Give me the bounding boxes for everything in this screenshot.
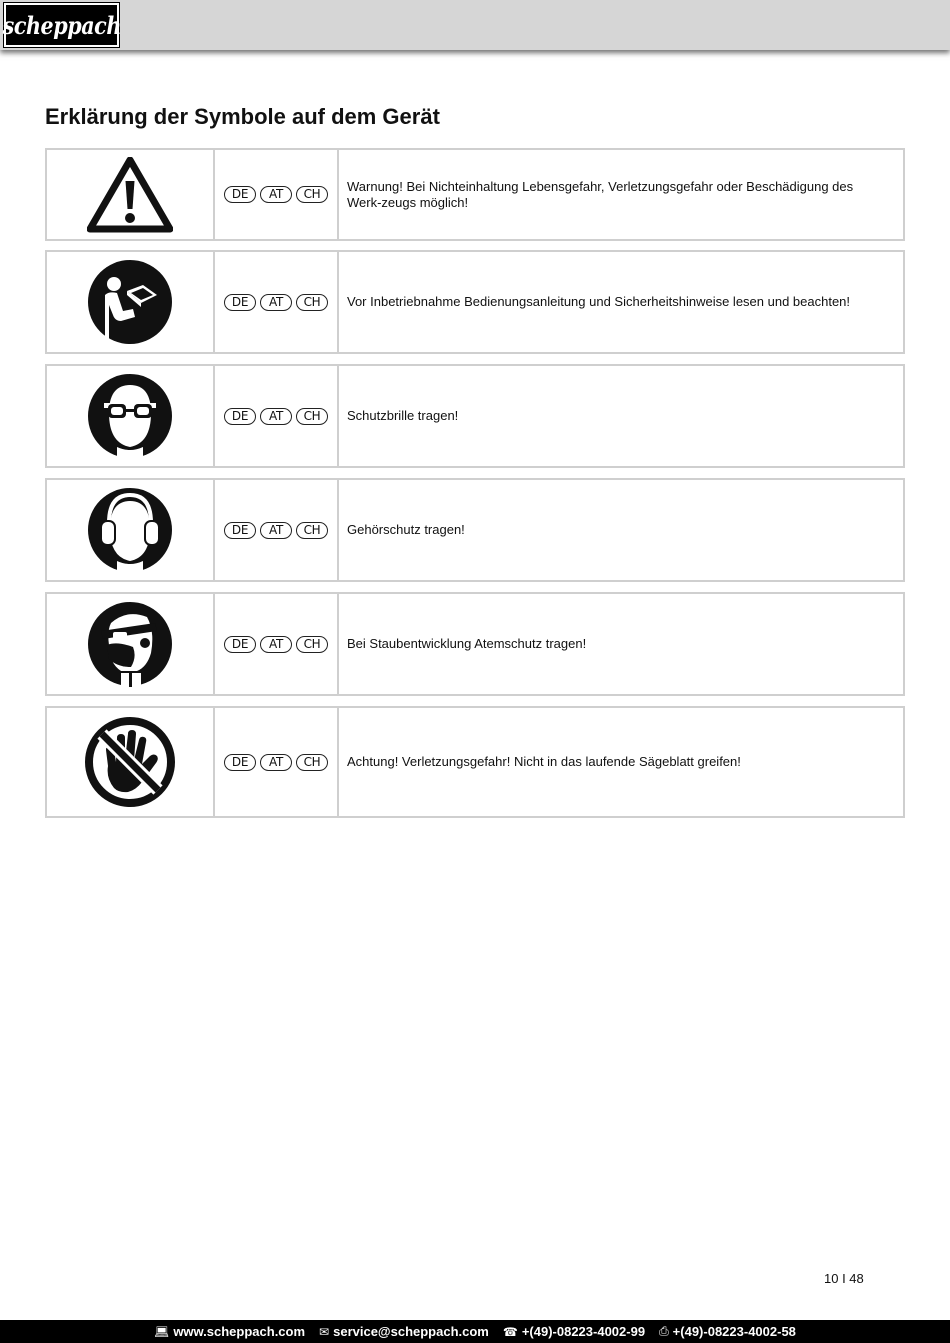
table-row [45,148,905,241]
symbol-description-text: Bei Staubentwicklung Atemschutz tragen! [347,636,587,651]
country-badge-ch: CH [296,186,328,203]
footer-website[interactable] [154,1324,305,1339]
country-cell [215,366,339,466]
country-badge-at: AT [260,408,292,425]
safety-goggles-icon [87,373,173,459]
symbol-description [339,366,903,466]
country-badge-ch: CH [296,522,328,539]
footer-email-text: service@scheppach.com [333,1324,489,1339]
logo-text: scheppach [2,10,121,40]
country-cell [215,150,339,239]
country-badge-de: DE [224,636,256,653]
footer-phone-text: +(49)-08223-4002-99 [521,1324,646,1339]
footer-fax-text: +(49)-08223-4002-58 [672,1324,796,1339]
warning-triangle-icon [87,157,173,233]
country-badge-ch: CH [296,408,328,425]
fax-icon: ⎙ [659,1324,669,1338]
table-row [45,364,905,468]
country-badge-at: AT [260,294,292,311]
page-number: 10 I 48 [824,1271,864,1286]
respirator-icon [87,601,173,687]
country-badge-ch: CH [296,294,328,311]
table-row [45,478,905,582]
read-manual-icon [87,259,173,345]
symbol-description [339,480,903,580]
table-row [45,250,905,354]
country-cell [215,708,339,816]
symbol-cell [47,366,215,466]
symbol-description [339,708,903,816]
symbol-description [339,252,903,352]
country-cell [215,252,339,352]
symbol-description-text: Warnung! Bei Nichteinhaltung Lebensgefahr, Verletzungsgefahr oder Beschädigung des Werk-zeugs möglich! [347,178,854,210]
symbol-description [339,150,903,239]
country-cell [215,594,339,694]
footer-website-text: www.scheppach.com [173,1324,306,1339]
symbol-cell [47,708,215,816]
symbol-cell [47,150,215,239]
country-badge-ch: CH [296,754,328,771]
country-badge-at: AT [260,522,292,539]
symbol-description-text: Vor Inbetriebnahme Bedienungsanleitung und Sicherheitshinweise lesen und beachten! [347,294,851,309]
country-badge-ch: CH [296,636,328,653]
no-hand-icon [84,716,176,808]
scheppach-logo [4,3,119,47]
telephone-icon: ☎ [502,1324,518,1339]
computer-icon: 💻︎ [154,1324,170,1339]
symbol-description-text: Schutzbrille tragen! [347,408,459,423]
footer-bar [0,1320,950,1343]
country-badge-at: AT [260,636,292,653]
footer-email[interactable] [319,1324,489,1339]
table-row [45,592,905,696]
country-cell [215,480,339,580]
country-badge-de: DE [224,186,256,203]
symbol-cell [47,480,215,580]
country-badge-at: AT [260,186,292,203]
table-row [45,706,905,818]
footer-fax [659,1324,796,1339]
country-badge-de: DE [224,294,256,311]
footer-phone[interactable] [503,1324,645,1339]
symbol-cell [47,594,215,694]
page-title: Erklärung der Symbole auf dem Gerät [45,104,440,129]
country-badge-de: DE [224,754,256,771]
symbol-description-text: Gehörschutz tragen! [347,522,465,537]
ear-protection-icon [87,487,173,573]
symbol-description-text: Achtung! Verletzungsgefahr! Nicht in das laufende Sägeblatt greifen! [347,754,741,769]
envelope-icon: ✉ [319,1324,330,1339]
country-badge-at: AT [260,754,292,771]
header-bar [0,0,950,50]
country-badge-de: DE [224,408,256,425]
symbol-description [339,594,903,694]
symbol-cell [47,252,215,352]
country-badge-de: DE [224,522,256,539]
